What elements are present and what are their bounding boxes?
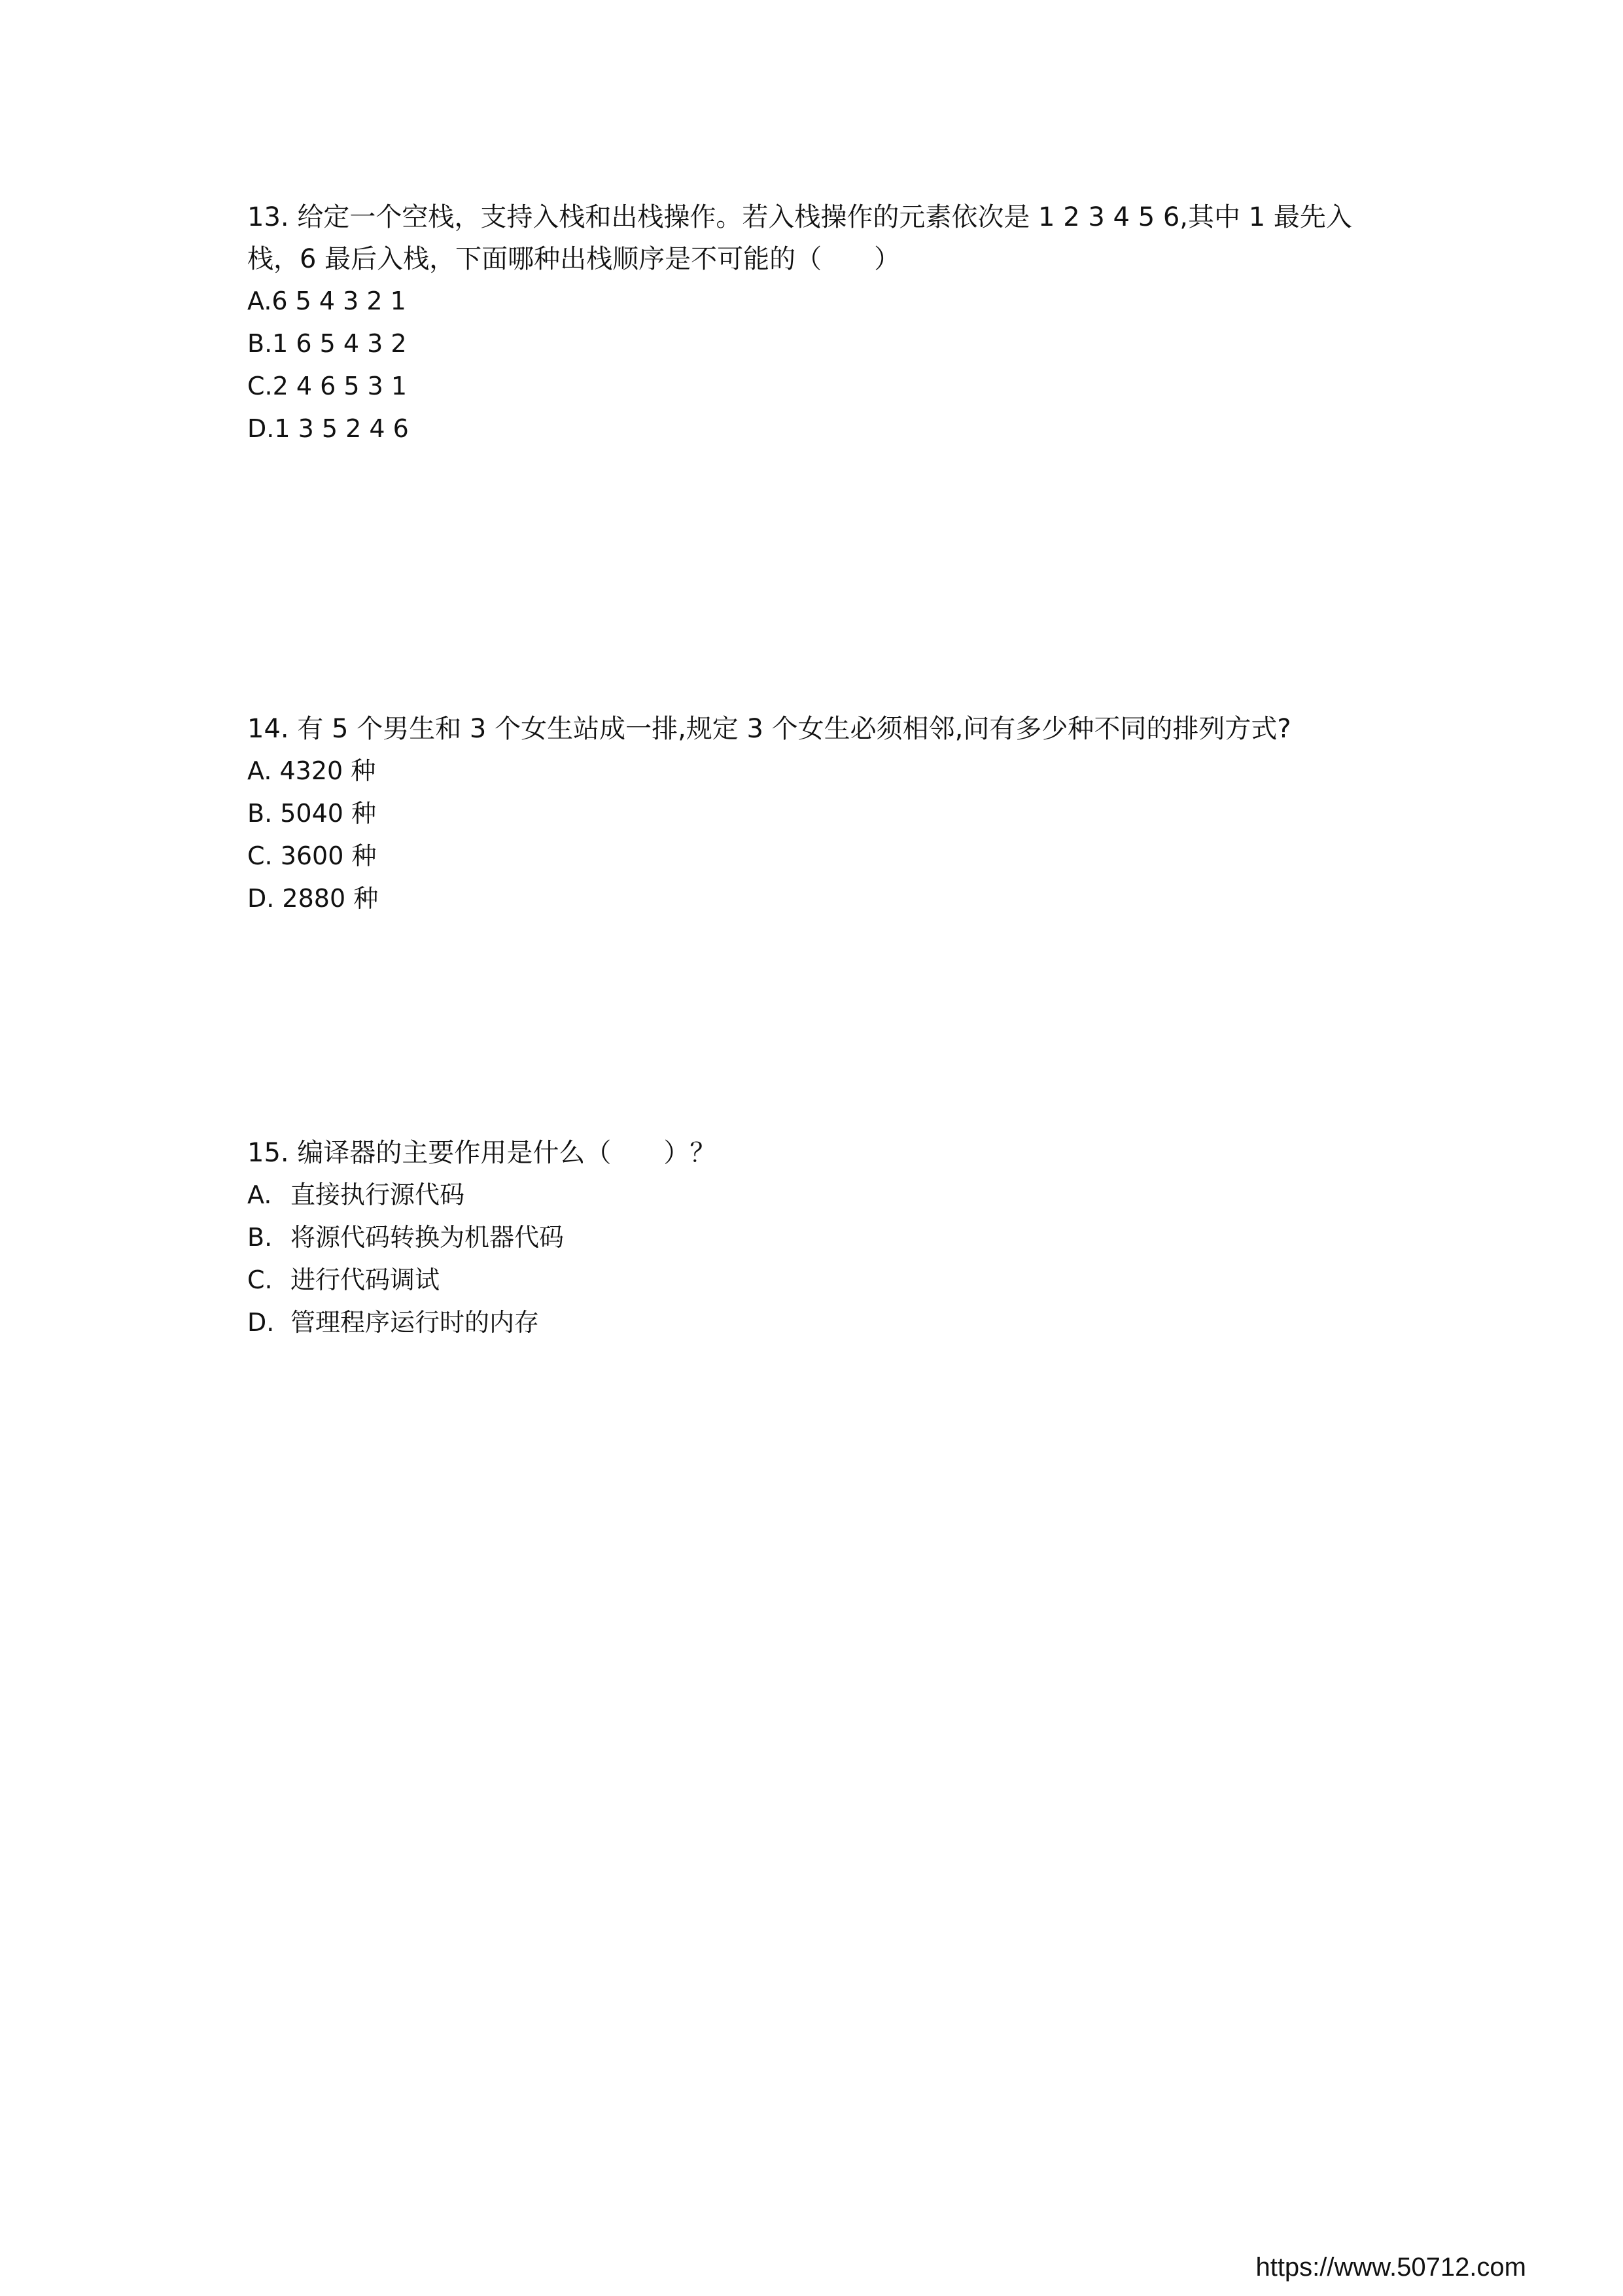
option-b <box>247 792 1386 835</box>
question-15 <box>247 1132 1386 1344</box>
option-letter: D. <box>247 1308 275 1337</box>
question-stem: 13. 给定一个空栈，支持入栈和出栈操作。若入栈操作的元素依次是 1 2 3 4 5 6,其中 1 最先入栈，6 最后入栈，下面哪种出栈顺序是不可能的（ ） <box>247 202 1352 274</box>
option-a <box>247 280 1386 323</box>
option-c <box>247 365 1386 408</box>
option-d <box>247 408 1386 450</box>
option-d <box>247 1301 1386 1344</box>
option-letter: B. <box>247 1223 273 1252</box>
option-letter: A. <box>247 756 280 785</box>
question-stem: 15. 编译器的主要作用是什么（ ）？ <box>247 1138 716 1168</box>
option-letter: C. <box>247 841 281 870</box>
option-letter: A. <box>247 287 272 315</box>
option-letter: B. <box>247 799 281 828</box>
option-b <box>247 323 1386 365</box>
option-text: 将源代码转换为机器代码 <box>290 1223 565 1252</box>
option-text: 6 5 4 3 2 1 <box>271 287 406 315</box>
footer-url: https://www.50712.com <box>1255 2253 1526 2282</box>
option-text: 直接执行源代码 <box>290 1180 465 1209</box>
option-text: 2 4 6 5 3 1 <box>272 372 408 400</box>
question-14 <box>247 708 1386 920</box>
option-d <box>247 877 1386 920</box>
option-a <box>247 1174 1386 1216</box>
option-letter: C. <box>247 372 273 400</box>
option-text: 进行代码调试 <box>290 1265 440 1294</box>
option-a <box>247 750 1386 792</box>
question-13 <box>247 196 1386 450</box>
option-c <box>247 835 1386 877</box>
option-letter: D. <box>247 414 275 443</box>
option-text: 4320 种 <box>279 756 376 785</box>
question-stem: 14. 有 5 个男生和 3 个女生站成一排,规定 3 个女生必须相邻,问有多少种不同的排列方式? <box>247 714 1291 744</box>
option-text: 1 3 5 2 4 6 <box>274 414 409 443</box>
option-text: 管理程序运行时的内存 <box>290 1308 540 1337</box>
option-letter: B. <box>247 329 273 358</box>
option-letter: D. <box>247 884 283 913</box>
option-text: 3600 种 <box>280 841 377 870</box>
option-b <box>247 1216 1386 1259</box>
option-text: 5040 种 <box>280 799 377 828</box>
option-list <box>247 750 1386 920</box>
option-list <box>247 1174 1386 1344</box>
option-letter: A. <box>247 1180 272 1209</box>
option-letter: C. <box>247 1265 273 1294</box>
option-list <box>247 280 1386 450</box>
option-c <box>247 1259 1386 1301</box>
option-text: 2880 种 <box>282 884 379 913</box>
option-text: 1 6 5 4 3 2 <box>272 329 407 358</box>
